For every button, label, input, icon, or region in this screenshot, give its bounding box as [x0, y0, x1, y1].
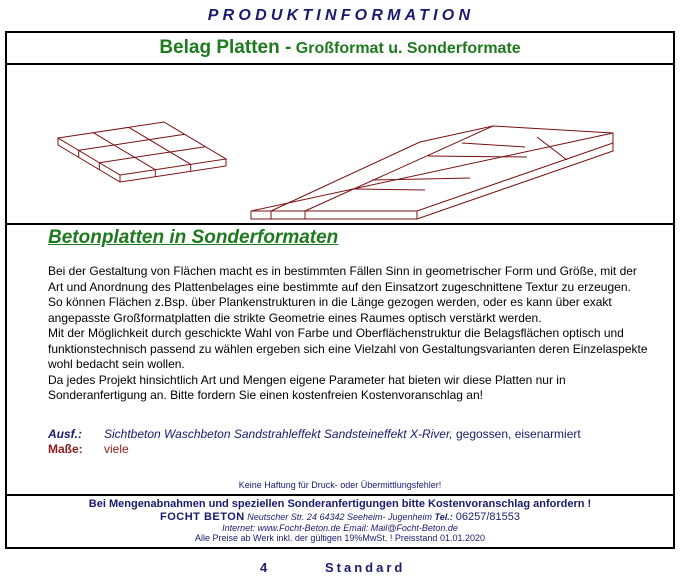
plank-slab-layout [251, 126, 613, 219]
contact-line [7, 523, 673, 533]
page-section-label: Standard [325, 560, 406, 575]
small-slab-grid [58, 122, 226, 182]
paragraph: Mit der Möglichkeit durch geschickte Wahl von Farbe und Oberflächenstruktur die Belagsflächen optisch und funktionstechnisch passend zu wählen ergeben sich eine Vielzahl von Gestaltungsvarianten deren Einzelaspekte wohl bedacht sein wollen. [48, 326, 648, 371]
page-title: PRODUKTINFORMATION [207, 7, 475, 24]
email-label: Email: [343, 523, 369, 533]
product-illustration [7, 65, 673, 225]
product-frame [5, 31, 675, 549]
page-number: 4 [260, 560, 268, 575]
header-subtitle: Großformat u. Sonderformate [295, 40, 521, 57]
spec-value-ausfuehrung: Sichtbeton Waschbeton Sandstrahleffekt Sandsteineffekt X-River, [104, 427, 453, 441]
website-link[interactable]: www.Focht-Beton.de [255, 523, 344, 533]
disclaimer: Keine Haftung für Druck- oder Übermittlungsfehler! [238, 480, 442, 490]
price-note: Alle Preise ab Werk inkl. der gültigen 19%MwSt. ! Preisstand 01.01.2020 [195, 533, 485, 543]
header-main-title: Belag Platten - [159, 37, 292, 58]
paragraph: Bei der Gestaltung von Flächen macht es in bestimmten Fällen Sinn in geometrischer Form und Größe, mit der Art und Anordnung des Plattenbelages eine bestimmte auf den Einsatzort zugeschnittene Textur zu erzeugen. So können Flächen z.Bsp. über Plankenstrukturen in die Länge gezogen werden, oder es kann über exakt angepasste Großformatplatten die strikte Geometrie eines Raumes optisch verstärkt werden. [48, 264, 637, 325]
internet-label: Internet: [222, 523, 256, 533]
spec-row-ausfuehrung [48, 427, 581, 442]
spec-value-masse: viele [104, 442, 129, 456]
section-title: Betonplatten in Sonderformaten [48, 227, 339, 248]
product-specs [48, 427, 581, 457]
phone-number: 06257/81553 [452, 511, 520, 523]
phone-label: Tel.: [434, 512, 453, 522]
product-description [7, 225, 673, 495]
paragraph: Da jedes Projekt hinsichtlich Art und Mengen eigene Parameter hat bieten wir diese Platten nur in Sonderanfertigung an. Bitte fordern Sie einen kostenfreien Kostenvoranschlag an! [48, 372, 566, 402]
slab-drawing [7, 65, 673, 223]
company-address-line [7, 511, 673, 523]
spec-label-ausfuehrung: Ausf.: [48, 427, 82, 441]
product-header [7, 33, 673, 65]
email-link[interactable]: Mail@Focht-Beton.de [368, 523, 458, 533]
description-text [48, 264, 648, 404]
spec-row-masse [48, 442, 581, 457]
company-name: FOCHT BETON [160, 511, 245, 523]
company-address: Neutscher Str. 24 64342 Seeheim- Jugenheim [244, 512, 435, 522]
spec-value-ausfuehrung-extra: gegossen, eisenarmiert [452, 427, 581, 441]
company-footer [7, 494, 673, 549]
quote-request-note: Bei Mengenabnahmen und speziellen Sonderanfertigungen bitte Kostenvoranschlag anfordern ! [88, 498, 592, 510]
spec-label-masse: Maße: [48, 442, 83, 456]
